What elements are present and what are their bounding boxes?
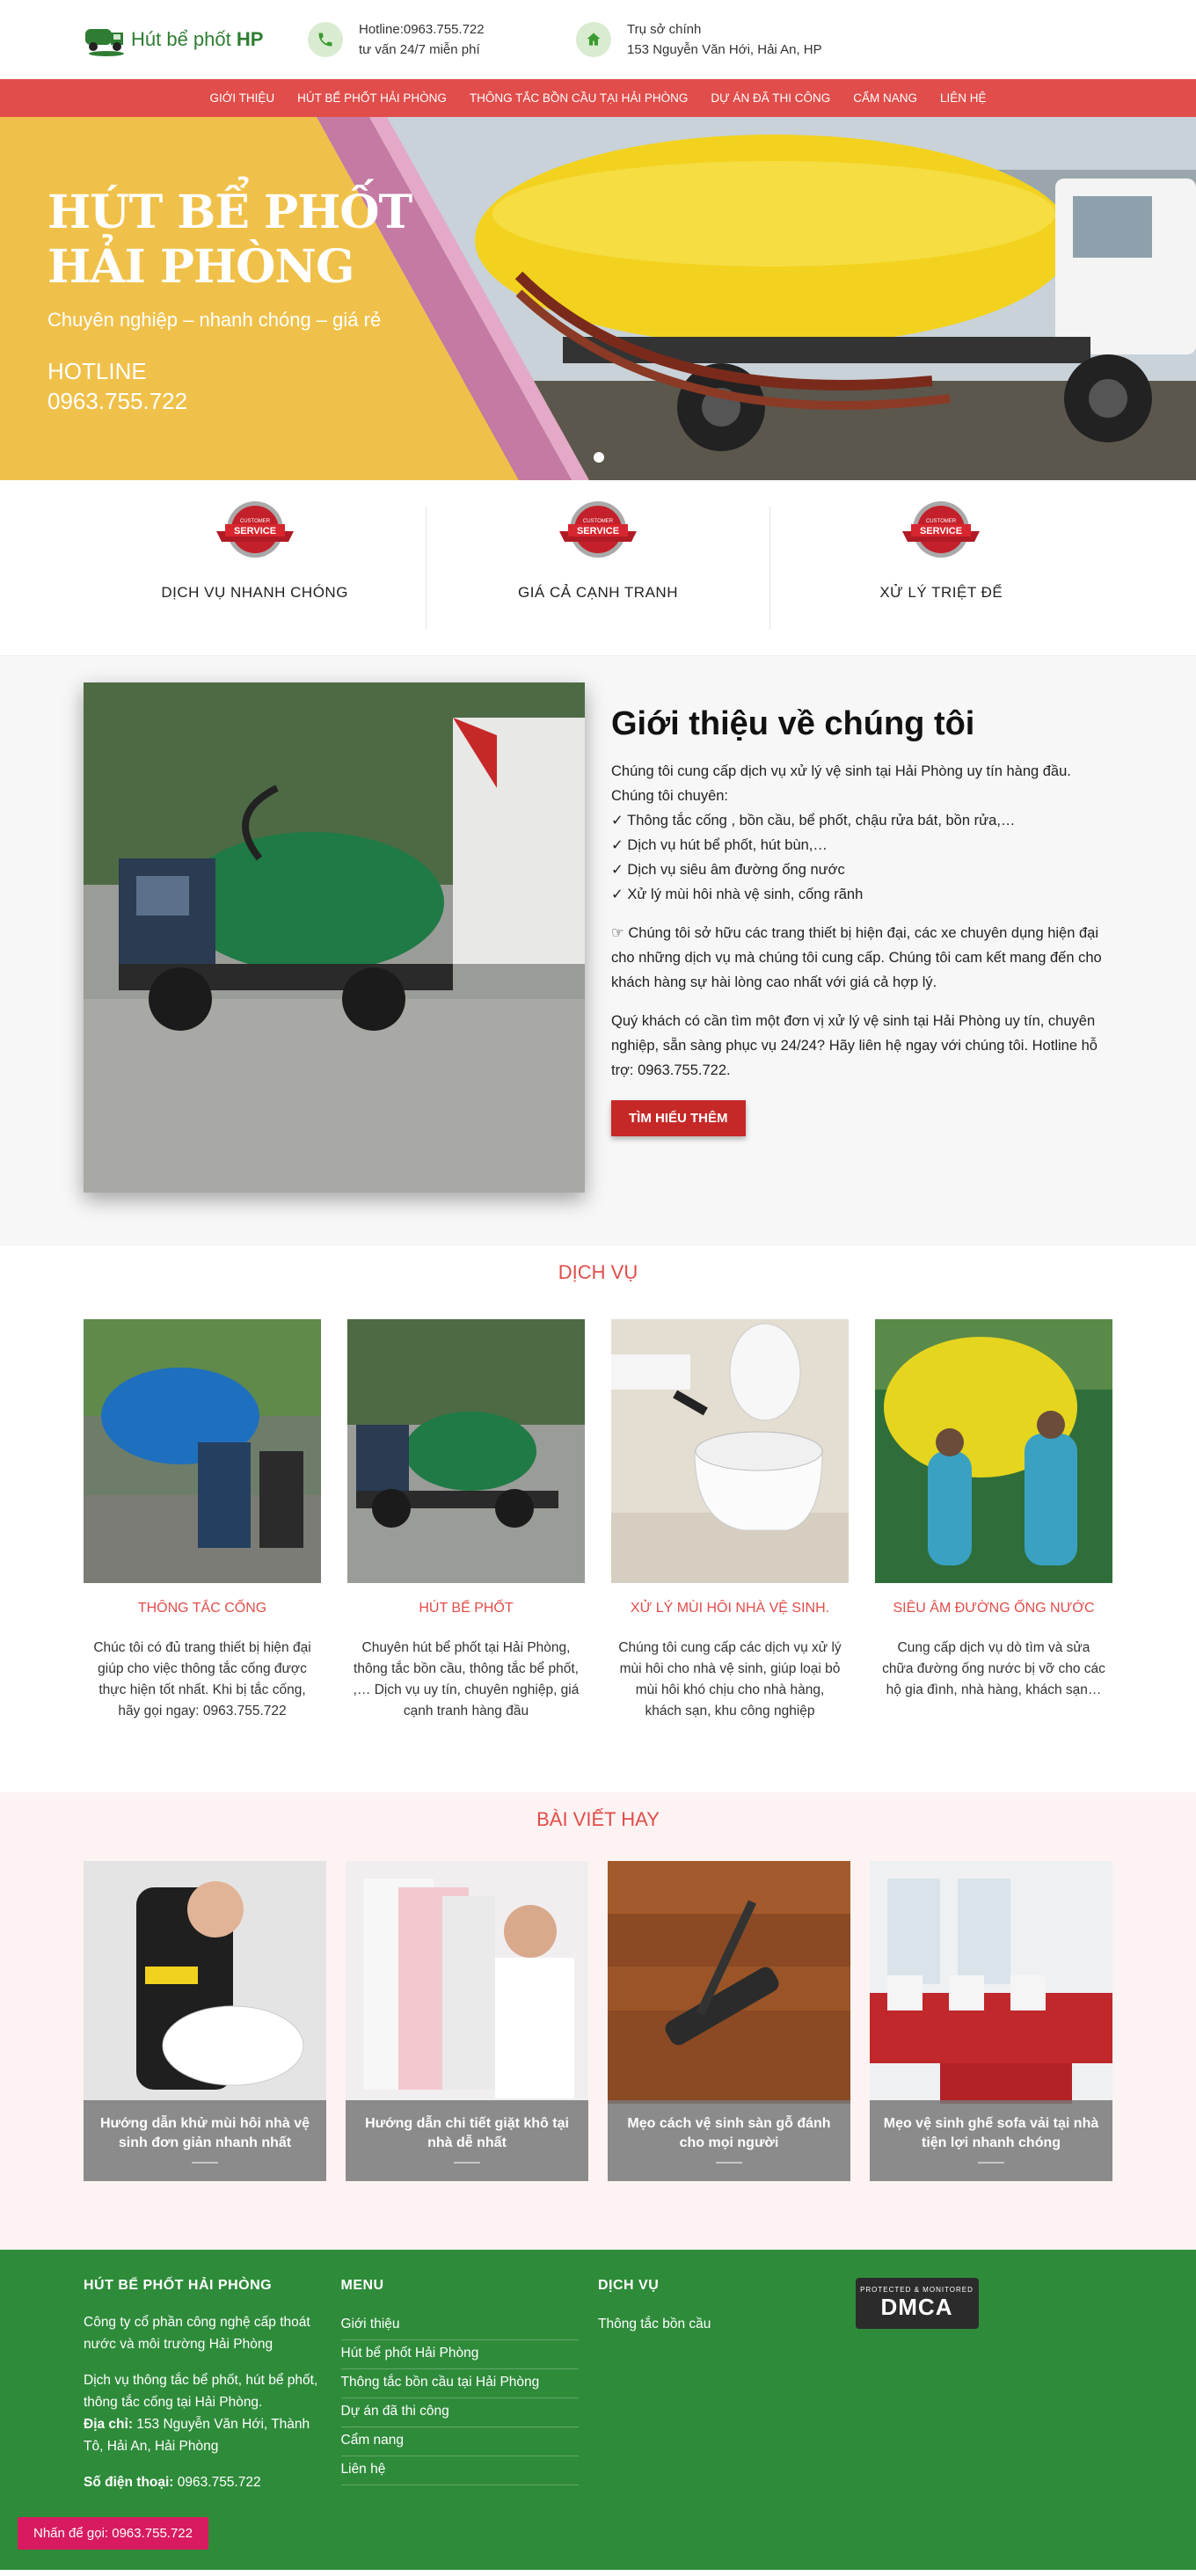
post-image — [84, 1861, 326, 2104]
service-image-drain — [84, 1319, 321, 1583]
service-card[interactable] — [875, 1319, 1112, 1722]
svg-text:CUSTOMER: CUSTOMER — [926, 519, 957, 524]
logo-suffix: HP — [236, 28, 264, 50]
footer-menu-title: MENU — [340, 2278, 384, 2293]
footer-services-text: Dịch vụ thông tắc bể phốt, hút bể phốt, thông tắc cống tại Hải Phòng. — [84, 2373, 318, 2410]
footer-menu-item[interactable]: Cẩm nang — [341, 2427, 579, 2456]
nav-item-hut-be-phot[interactable]: HÚT BỂ PHỐT HẢI PHÒNG — [297, 91, 447, 105]
consult-text: tư vấn 24/7 miễn phí — [359, 42, 480, 57]
feature-label: GIÁ CẢ CẠNH TRANH — [517, 584, 678, 601]
post-card[interactable] — [608, 1861, 850, 2181]
office-label: Trụ sở chính — [627, 22, 702, 37]
feature-label: XỬ LÝ TRIỆT ĐỂ — [879, 584, 1003, 601]
service-desc: Chúc tôi có đủ trang thiết bị hiện đại giúp cho việc thông tắc cống được thực hiện tốt nhất. Khi bị tắc cống, hãy gọi ngay: 0963.755.722 — [93, 1640, 311, 1719]
svg-text:SERVICE: SERVICE — [920, 526, 963, 536]
dmca-badge[interactable]: PROTECTED & MONITORED DMCA — [856, 2278, 979, 2329]
post-caption[interactable]: Hướng dẫn chi tiết giặt khô tại nhà dễ nhất — [346, 2100, 588, 2181]
service-name[interactable]: HÚT BỂ PHỐT — [419, 1601, 514, 1616]
footer-menu-item[interactable]: Hút bể phốt Hải Phòng — [341, 2340, 579, 2369]
nav-item-lien-he[interactable]: LIÊN HỆ — [939, 91, 987, 105]
svg-text:CUSTOMER: CUSTOMER — [582, 519, 614, 524]
about-text — [611, 682, 1112, 1193]
footer-about-title: HÚT BỂ PHỐT HẢI PHÒNG — [84, 2278, 273, 2293]
service-badge-icon — [556, 498, 640, 565]
service-card[interactable] — [347, 1319, 585, 1722]
footer-menu-item[interactable]: Giới thiệu — [341, 2311, 579, 2340]
truck-logo-icon — [84, 22, 128, 57]
service-desc: Cung cấp dịch vụ dò tìm và sửa chữa đường ống nước bị vỡ cho các hộ gia đình, nhà hàng, khách sạn… — [882, 1640, 1105, 1697]
footer-menu-item[interactable]: Liên hệ — [341, 2456, 579, 2485]
hero-hotline-label: HOTLINE — [47, 358, 147, 384]
post-card[interactable] — [84, 1861, 326, 2181]
footer-menu-item[interactable]: Dự án đã thi công — [341, 2398, 579, 2427]
service-image-toilet — [611, 1319, 849, 1583]
footer-menu — [341, 2278, 599, 2493]
about-intro — [611, 759, 1112, 907]
feature-label: DỊCH VỤ NHANH CHÓNG — [161, 584, 348, 601]
logo-text: Hút bể phốt — [131, 28, 231, 50]
about-paragraph-2: ☞ Chúng tôi sở hữu các trang thiết bị hiện đại, các xe chuyên dụng hiện đại cho những dịch vụ mà chúng tôi cung cấp. Chúng tôi cam kết mang đến cho khách hàng sự hài lòng cao nhất với giá cả hợp lý. — [611, 925, 1102, 990]
footer-about — [84, 2278, 341, 2493]
hero-title-line1: HÚT BỂ PHỐT — [47, 186, 412, 239]
home-icon — [576, 22, 611, 57]
hero-title-line2: HẢI PHÒNG — [47, 240, 354, 294]
post-caption[interactable]: Hướng dẫn khử mùi hôi nhà vệ sinh đơn giản nhanh nhất — [84, 2100, 326, 2181]
about-line: ✓ Dịch vụ siêu âm đường ống nước — [611, 862, 845, 878]
about-line: ✓ Thông tắc cống , bồn cầu, bể phốt, chậu rửa bát, bồn rửa,… — [611, 813, 1016, 828]
nav-item-cam-nang[interactable]: CẨM NANG — [853, 91, 917, 105]
service-name[interactable]: SIÊU ÂM ĐƯỜNG ỐNG NƯỚC — [893, 1601, 1095, 1616]
hero-title — [47, 186, 412, 295]
hero-slider[interactable] — [0, 117, 1196, 480]
office-address: 153 Nguyễn Văn Hới, Hải An, HP — [627, 42, 822, 57]
learn-more-button[interactable]: TÌM HIỂU THÊM — [611, 1100, 746, 1136]
hero-hotline — [47, 356, 412, 416]
about-section — [0, 656, 1196, 1245]
about-title: Giới thiệu về chúng tôi — [611, 705, 975, 742]
service-name[interactable]: XỬ LÝ MÙI HÔI NHÀ VỆ SINH. — [630, 1601, 830, 1616]
post-card[interactable] — [870, 1861, 1112, 2181]
svg-text:SERVICE: SERVICE — [233, 526, 276, 536]
service-badge-icon — [213, 498, 297, 565]
post-image — [346, 1861, 588, 2104]
hotline-info[interactable] — [308, 19, 576, 60]
service-image-septic — [347, 1319, 585, 1583]
site-logo[interactable] — [84, 22, 308, 57]
phone-icon — [308, 22, 343, 57]
feature-thorough — [770, 507, 1112, 630]
service-desc: Chúng tôi cung cấp các dịch vụ xử lý mùi hôi cho nhà vệ sinh, giúp loại bỏ mùi hôi khó chịu cho nhà hàng, khách sạn, khu công nghiệp — [618, 1640, 842, 1719]
footer-services — [598, 2278, 856, 2493]
footer-services-title: DỊCH VỤ — [598, 2278, 660, 2293]
footer-phone: Số điện thoại: 0963.755.722 — [84, 2475, 261, 2490]
hero-subtitle: Chuyên nghiệp – nhanh chóng – giá rẻ — [47, 309, 382, 331]
service-badge-icon — [899, 498, 983, 565]
footer-address: Địa chỉ: 153 Nguyễn Văn Hới, Thành Tô, Hải An, Hải Phòng — [84, 2417, 310, 2454]
footer-badge — [856, 2278, 1113, 2493]
hotline-text: Hotline:0963.755.722 — [359, 22, 485, 37]
about-paragraph-3: Quý khách có cần tìm một đơn vị xử lý vệ sinh tại Hải Phòng uy tín, chuyên nghiệp, sẵn sàng phục vụ 24/24? Hãy liên hệ ngay với chúng tôi. Hotline hỗ trợ: 0963.755.722. — [611, 1013, 1098, 1078]
post-caption[interactable]: Mẹo cách vệ sinh sàn gỗ đánh cho mọi người — [608, 2100, 850, 2181]
nav-item-du-an[interactable]: DỰ ÁN ĐÃ THI CÔNG — [711, 91, 831, 105]
feature-fast — [84, 507, 427, 630]
office-info — [576, 19, 822, 60]
nav-item-thong-tac[interactable]: THÔNG TẮC BỒN CẦU TẠI HẢI PHÒNG — [469, 91, 689, 105]
service-image-pipe — [875, 1319, 1112, 1583]
footer-company: Công ty cổ phần công nghệ cấp thoát nước và môi trường Hải Phòng — [84, 2315, 310, 2352]
service-desc: Chuyên hút bể phốt tại Hải Phòng, thông tắc bồn cầu, thông tắc bể phốt, ,… Dịch vụ uy tín, chuyên nghiệp, giá cạnh tranh hàng đầu — [353, 1640, 580, 1719]
services-section — [0, 1245, 1196, 1792]
svg-text:SERVICE: SERVICE — [576, 526, 620, 536]
service-card[interactable] — [611, 1319, 849, 1722]
post-caption[interactable]: Mẹo vệ sinh ghế sofa vải tại nhà tiện lợi nhanh chóng — [870, 2100, 1112, 2181]
svg-text:CUSTOMER: CUSTOMER — [239, 519, 270, 524]
feature-price — [427, 507, 769, 630]
about-truck-image — [84, 682, 585, 1193]
about-line: ✓ Xử lý mùi hôi nhà vệ sinh, cống rãnh — [611, 887, 864, 902]
services-title: DỊCH VỤ — [558, 1261, 638, 1283]
hero-text — [47, 186, 412, 416]
site-header — [0, 0, 1196, 79]
service-name[interactable]: THÔNG TẮC CỐNG — [137, 1601, 267, 1616]
footer-service-item[interactable]: Thông tắc bồn cầu — [598, 2317, 711, 2332]
service-card[interactable] — [84, 1319, 321, 1722]
posts-title: BÀI VIẾT HAY — [536, 1808, 660, 1830]
slider-dot[interactable] — [594, 452, 604, 463]
post-image — [870, 1861, 1112, 2104]
post-image — [608, 1861, 850, 2104]
about-line: ✓ Dịch vụ hút bể phốt, hút bùn,… — [611, 837, 828, 853]
about-line: Chúng tôi cung cấp dịch vụ xử lý vệ sinh tại Hải Phòng uy tín hàng đầu. Chúng tôi chuyên: — [611, 763, 1071, 804]
posts-section — [0, 1792, 1196, 2250]
hero-hotline-number: 0963.755.722 — [47, 388, 188, 414]
footer-menu-item[interactable]: Thông tắc bồn cầu tại Hải Phòng — [341, 2369, 579, 2398]
post-card[interactable] — [346, 1861, 588, 2181]
features-section — [0, 480, 1196, 656]
nav-item-gioi-thieu[interactable]: GIỚI THIỆU — [209, 91, 275, 105]
main-nav — [0, 79, 1196, 117]
call-now-button[interactable]: Nhấn để gọi: 0963.755.722 — [18, 2517, 208, 2550]
